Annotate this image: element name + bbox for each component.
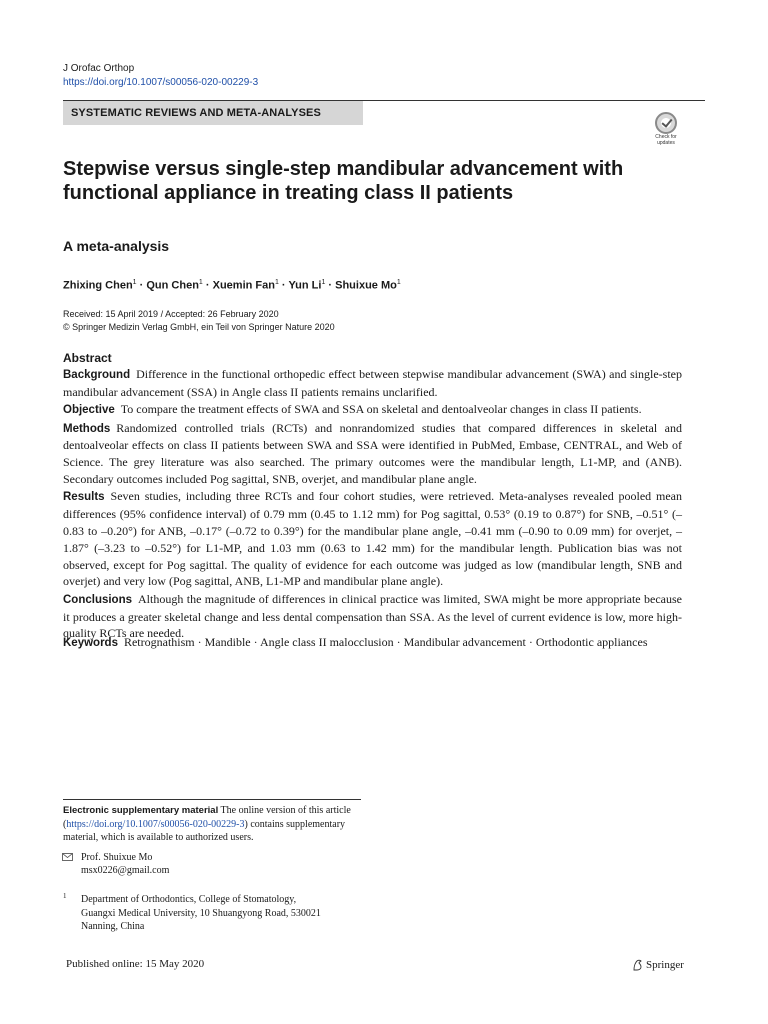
author-separator: · <box>325 279 336 292</box>
affiliation-mark: 1 <box>396 279 401 286</box>
author-separator: · <box>136 279 147 292</box>
methods-label: Methods <box>63 422 111 435</box>
keywords-label: Keywords <box>63 637 118 649</box>
methods-text: Randomized controlled trials (RCTs) and nonrandomized studies that compared differences in skeletal and dentoalveolar effects on class II patients between SWA and SSA were identified in PubMed, Embase, CENTRAL, and Web of Science. The grey literature was also searched. The primary outcomes were the mandibular length, L1-MP, and (ANB). Secondary outcomes included Pog sagittal, SNB, overjet, and mandibular plane angle. <box>63 420 682 486</box>
author-name[interactable]: Zhixing Chen <box>63 279 133 292</box>
affiliation-mark: 1 <box>274 279 279 286</box>
esm-text: ) contains supplementary material, which is available to authorized users. <box>63 818 346 843</box>
mail-icon <box>62 853 73 861</box>
keywords-text: Retrognathism · Mandible · Angle class II malocclusion · Mandibular advancement · Orthodontic appliances <box>123 635 648 649</box>
affiliation-mark: 1 <box>132 279 137 286</box>
footnote-rule <box>63 799 361 800</box>
affiliation-text: Department of Orthodontics, College of Stomatology, Guangxi Medical University, 10 Shuangyong Road, 530021 Nanning, China <box>81 894 321 932</box>
abstract-heading: Abstract <box>63 351 112 365</box>
author-separator: · <box>278 279 289 292</box>
publisher-logo <box>632 959 684 971</box>
article-subtitle: A meta-analysis <box>63 238 170 254</box>
affiliation-number: 1 <box>63 892 67 900</box>
author-list <box>63 279 401 292</box>
esm-link[interactable]: https://doi.org/10.1007/s00056-020-00229-3 <box>66 818 245 830</box>
affiliation-mark: 1 <box>321 279 326 286</box>
results-text: Seven studies, including three RCTs and four cohort studies, were retrieved. Meta-analyses revealed pooled mean differences (95% confidence interval) of 0.79 mm (0.45 to 1.12 mm) for Pog sagittal, 0.53° (0.19 to 0.87°) for SNB, –0.51° (–0.83 to –0.20°) for ANB, –0.17° (–0.72 to 0.39°) for the mandibular plane angle, –0.41 mm (–0.90 to 0.09 mm) for overjet, –1.87° (–3.23 to –0.52°) for L1-MP, and 1.03 mm (0.63 to 1.42 mm) for the mandibular length. Publication bias was not observed, except for Pog sagittal. The quality of evidence for each outcome was judged as low (mandibular length, SNB and overjet) and very low (Pog sagittal, ANB, L1-MP and mandibular plane angle). <box>63 489 682 589</box>
received-dates: Received: 15 April 2019 / Accepted: 26 February 2020 <box>63 309 279 319</box>
esm-text: The online version of this article ( <box>63 805 351 830</box>
contact-name: Prof. Shuixue Mo <box>81 852 153 863</box>
keywords <box>63 635 703 650</box>
published-online: Published online: 15 May 2020 <box>66 958 205 970</box>
abstract-results <box>63 488 682 590</box>
results-label: Results <box>63 491 105 504</box>
supplementary-note <box>63 804 363 845</box>
esm-lead: Electronic supplementary material <box>63 805 219 816</box>
objective-label: Objective <box>63 404 115 417</box>
author-separator: · <box>202 279 213 292</box>
check-updates-text: Check for updates <box>655 134 677 146</box>
abstract-objective <box>63 401 682 419</box>
author-name[interactable]: Xuemin Fan <box>212 279 275 292</box>
abstract-background <box>63 366 682 401</box>
corresponding-author <box>81 851 169 877</box>
copyright-notice: © Springer Medizin Verlag GmbH, ein Teil von Springer Nature 2020 <box>63 322 335 332</box>
conclusions-text: Although the magnitude of differences in clinical practice was limited, SWA might be more appropriate because it produces a greater skeletal change and less dental compensation than SSA. As the level of current evidence is low, more high-quality RCTs are needed. <box>63 591 682 641</box>
author-name[interactable]: Yun Li <box>288 279 322 292</box>
objective-text: To compare the treatment effects of SWA and SSA on skeletal and dentoalveolar changes in class II patients. <box>120 402 642 417</box>
check-for-updates-badge[interactable] <box>649 112 683 148</box>
doi-link[interactable]: https://doi.org/10.1007/s00056-020-00229-3 <box>63 77 259 88</box>
springer-horse-icon <box>632 959 643 971</box>
journal-name: J Orofac Orthop <box>63 63 135 74</box>
publisher-name: Springer <box>646 959 684 971</box>
article-title: Stepwise versus single-step mandibular advancement with functional appliance in treating class II patients <box>63 158 624 204</box>
abstract-body <box>63 366 682 643</box>
check-updates-icon <box>655 112 677 134</box>
conclusions-label: Conclusions <box>63 593 133 606</box>
abstract-methods <box>63 420 682 488</box>
section-label: SYSTEMATIC REVIEWS AND META-ANALYSES <box>63 101 363 125</box>
affiliation-mark: 1 <box>198 279 203 286</box>
background-label: Background <box>63 369 131 381</box>
author-name[interactable]: Qun Chen <box>146 279 199 292</box>
background-text: Difference in the functional orthopedic effect between stepwise mandibular advancement (SWA) and single-step mandibular advancement (SSA) in Angle class II patients remains unclarified. <box>63 367 682 399</box>
author-name[interactable]: Shuixue Mo <box>335 279 397 292</box>
contact-email[interactable]: msx0226@gmail.com <box>81 865 170 876</box>
